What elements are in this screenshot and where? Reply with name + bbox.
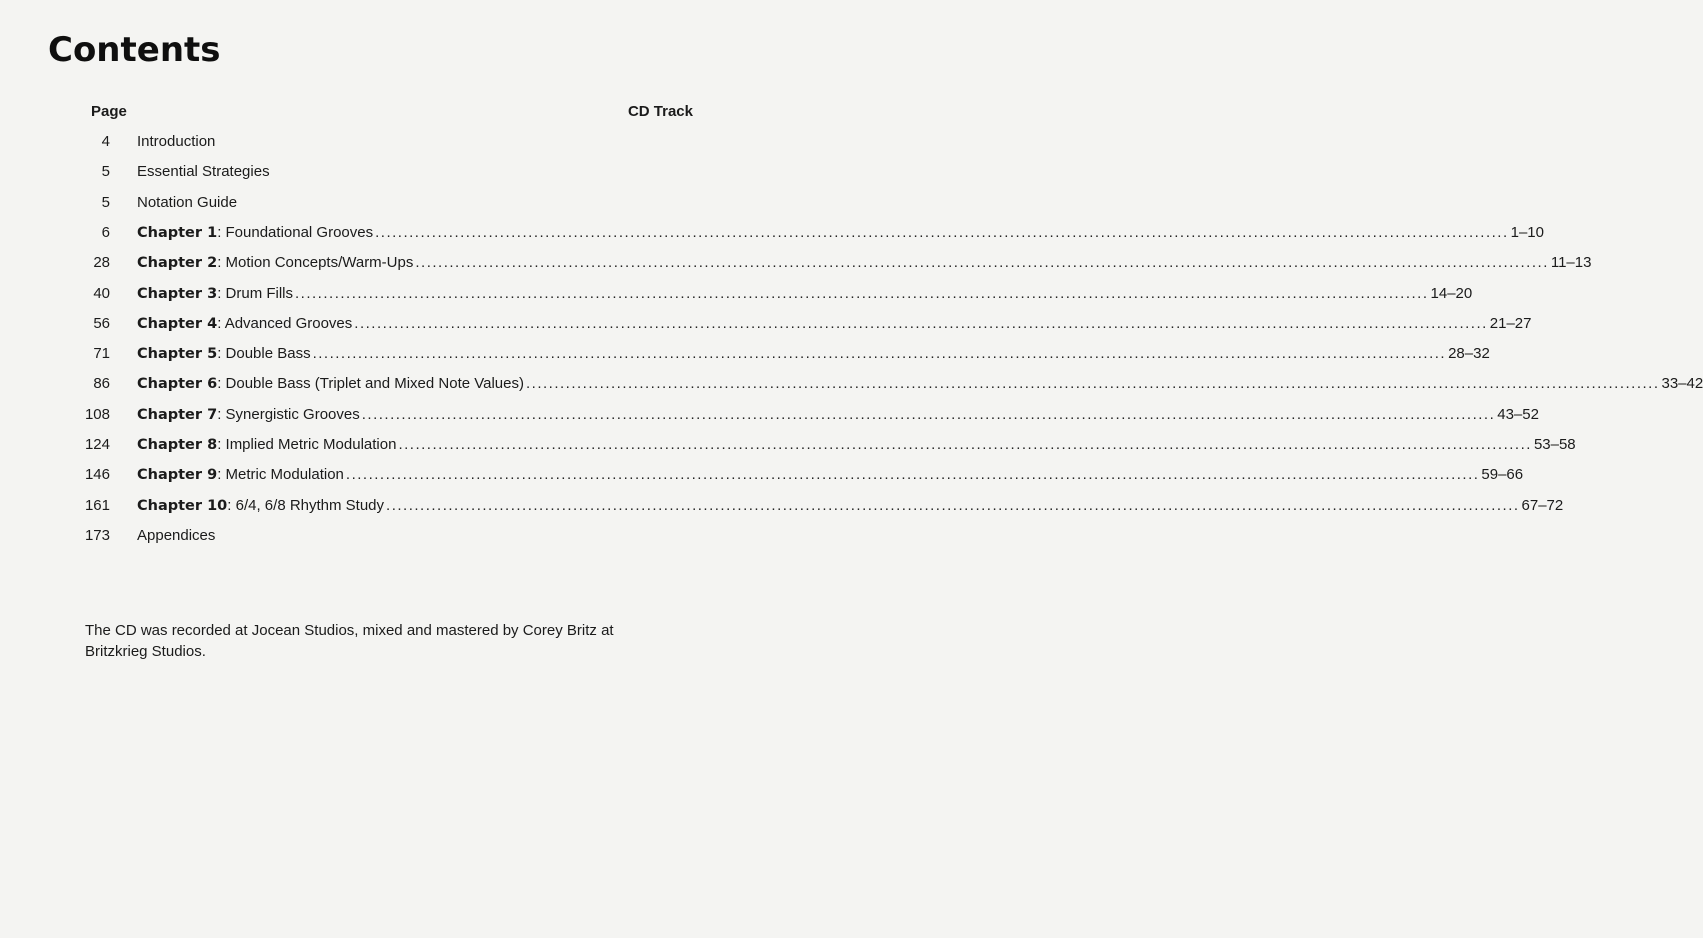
- toc-row: [0, 157, 750, 187]
- toc-page-number: 108: [84, 405, 110, 423]
- toc-chapter-label: Chapter 1: [137, 224, 218, 241]
- toc-row: [0, 218, 1544, 248]
- toc-chapter-label: Chapter 4: [137, 315, 218, 332]
- toc-row: [0, 188, 750, 218]
- toc-entry: [137, 339, 1490, 369]
- toc-entry: [137, 430, 1576, 460]
- toc-chapter-label: Chapter 10: [137, 497, 228, 514]
- toc-entry-title: : Metric Modulation: [217, 466, 344, 484]
- toc-entry: [137, 127, 685, 157]
- page-column-header: Page: [91, 103, 127, 120]
- toc-entry-title: : 6/4, 6/8 Rhythm Study: [227, 496, 385, 514]
- toc-chapter-label: Chapter 3: [137, 285, 218, 302]
- page-title: Contents: [48, 30, 221, 70]
- toc-row: [0, 127, 750, 157]
- toc-row: [0, 430, 1576, 460]
- toc-leader-dots: ........................................................................................................................................................................................................: [386, 496, 1520, 514]
- toc-track-range: 33–42: [1661, 375, 1703, 393]
- toc-page-number: 5: [101, 163, 110, 181]
- toc-track-range: 11–13: [1550, 254, 1592, 272]
- toc-page-number: 5: [101, 193, 110, 211]
- toc-leader-dots: ........................................................................................................................................................................................................: [345, 466, 1480, 484]
- toc-leader-dots: ........................................................................................................................................................................................................: [354, 314, 1488, 332]
- recording-note: The CD was recorded at Jocean Studios, mixed and mastered by Corey Britz at Britzkrieg Studios.: [85, 622, 614, 660]
- toc-track-range: 67–72: [1521, 496, 1564, 514]
- toc-entry-title: Appendices: [137, 526, 216, 544]
- toc-row: [0, 369, 1703, 399]
- toc-row: [0, 279, 1473, 309]
- track-column-header: CD Track: [627, 103, 693, 120]
- toc-track-range: 59–66: [1481, 466, 1524, 484]
- toc-row: [0, 248, 1592, 278]
- toc-leader-dots: ........................................................................................................................................................................................................: [361, 405, 1496, 423]
- toc-page-number: 6: [101, 223, 110, 241]
- toc-row: [0, 460, 1524, 490]
- toc-entry: [137, 218, 1544, 248]
- toc-page-number: 173: [84, 526, 110, 544]
- toc-track-range: 21–27: [1489, 314, 1532, 332]
- toc-chapter-label: Chapter 7: [137, 406, 218, 423]
- toc-entry-title: Essential Strategies: [137, 163, 270, 181]
- toc-entry: [137, 309, 1532, 339]
- toc-track-range: 14–20: [1430, 284, 1473, 302]
- toc-page-number: 124: [84, 436, 110, 453]
- toc-chapter-label: Chapter 6: [137, 376, 218, 393]
- toc-track-range: 43–52: [1497, 405, 1539, 423]
- toc-chapter-label: Chapter 5: [137, 346, 218, 363]
- toc-leader-dots: ........................................................................................................................................................................................................: [415, 254, 1549, 272]
- toc-entry-title: : Synergistic Grooves: [217, 405, 360, 423]
- toc-chapter-label: Chapter 2: [137, 255, 218, 272]
- toc-chapter-label: Chapter 8: [137, 437, 218, 453]
- toc-entry-title: : Advanced Grooves: [217, 314, 353, 332]
- toc-leader-dots: ........................................................................................................................................................................................................: [312, 345, 1447, 363]
- toc-entry-title: : Double Bass (Triplet and Mixed Note Values): [217, 375, 524, 393]
- toc-entry: [137, 188, 685, 218]
- toc-page-number: 40: [93, 284, 110, 302]
- toc-chapter-label: Chapter 9: [137, 467, 218, 484]
- toc-entry-title: Notation Guide: [137, 193, 238, 211]
- toc-entry-title: : Motion Concepts/Warm-Ups: [217, 254, 414, 272]
- toc-leader-dots: ........................................................................................................................................................................................................: [526, 375, 1660, 393]
- toc-entry-title: : Implied Metric Modulation: [217, 436, 397, 453]
- toc-entry: [137, 248, 1592, 278]
- toc-entry: [137, 400, 1539, 430]
- toc-page-number: 71: [93, 345, 110, 363]
- toc-page-number: 4: [101, 133, 110, 150]
- toc-row: [0, 521, 750, 551]
- toc-page-number: 146: [84, 466, 110, 484]
- toc-entry: [137, 279, 1473, 309]
- toc-leader-dots: ........................................................................................................................................................................................................: [295, 284, 1429, 302]
- toc-entry: [137, 369, 1703, 399]
- toc-page-number: 161: [84, 496, 110, 514]
- toc-page-number: 56: [93, 314, 110, 332]
- toc-entry-title: : Drum Fills: [217, 284, 294, 302]
- toc-page-number: 28: [93, 254, 110, 272]
- toc-leader-dots: ........................................................................................................................................................................................................: [375, 223, 1509, 241]
- toc-row: [0, 400, 1539, 430]
- toc-entry: [137, 157, 685, 187]
- toc-entry-title: Introduction: [137, 133, 216, 150]
- toc-leader-dots: ........................................................................................................................................................................................................: [398, 436, 1532, 453]
- toc-row: [0, 309, 1532, 339]
- toc-track-range: 1–10: [1510, 223, 1544, 241]
- toc-entry: [137, 521, 685, 551]
- toc-row: [0, 339, 1490, 369]
- toc-entry-title: : Foundational Grooves: [217, 223, 374, 241]
- toc-track-range: 53–58: [1533, 436, 1576, 453]
- toc-row: [0, 491, 1564, 521]
- toc-page-number: 86: [93, 375, 110, 393]
- toc-entry: [137, 460, 1524, 490]
- toc-entry-title: : Double Bass: [217, 345, 311, 363]
- toc-track-range: 28–32: [1448, 345, 1490, 363]
- toc-entry: [137, 491, 1564, 521]
